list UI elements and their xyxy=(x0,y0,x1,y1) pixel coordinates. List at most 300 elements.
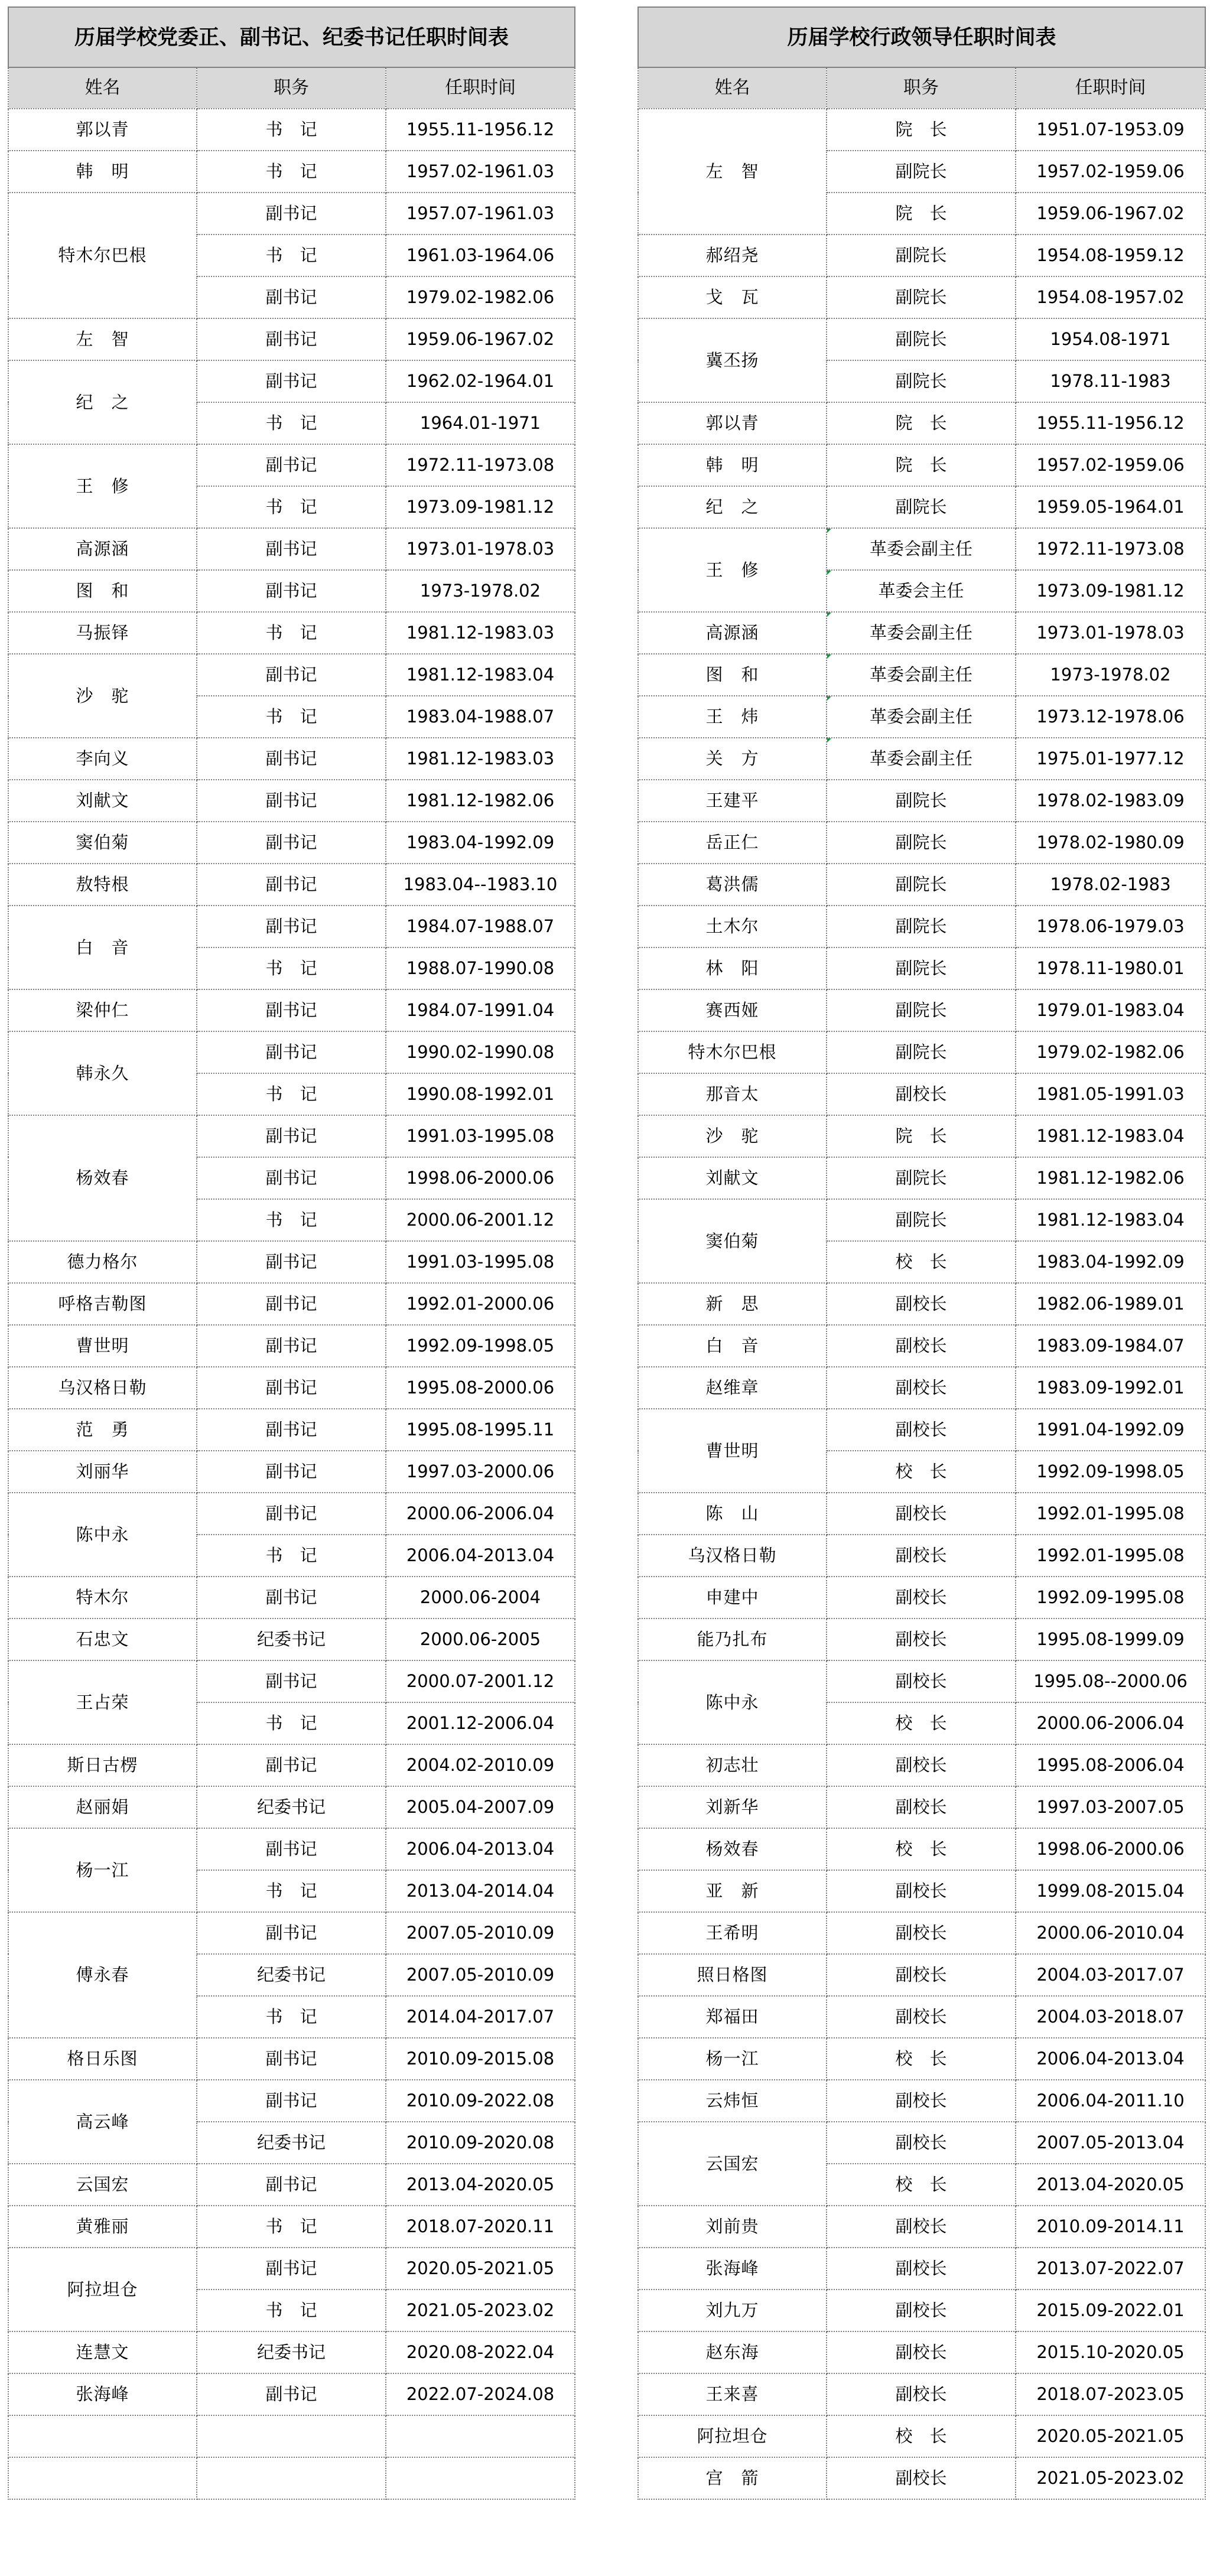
table-row xyxy=(638,989,1205,1031)
position-cell: 副院长 xyxy=(827,486,1016,528)
leader-name: 土木尔 xyxy=(638,906,827,947)
leader-name: 岳正仁 xyxy=(638,822,827,864)
position-cell: 副校长 xyxy=(827,1577,1016,1618)
term-cell: 2014.04-2017.07 xyxy=(386,1996,575,2038)
term-cell: 2004.03-2017.07 xyxy=(1016,1954,1205,1996)
position-cell: 纪委书记 xyxy=(197,2122,386,2164)
leader-name: 范 勇 xyxy=(8,1409,197,1451)
position-cell: 副校长 xyxy=(827,1073,1016,1115)
term-cell: 1955.11-1956.12 xyxy=(386,109,575,151)
position-cell: 副院长 xyxy=(827,906,1016,947)
leader-name: 格日乐图 xyxy=(8,2038,197,2080)
term-cell: 1990.08-1992.01 xyxy=(386,1073,575,1115)
table-row xyxy=(638,947,1205,989)
term-cell: 2006.04-2011.10 xyxy=(1016,2080,1205,2122)
term-cell: 2000.06-2010.04 xyxy=(1016,1912,1205,1954)
table-row xyxy=(638,1870,1205,1912)
position-cell: 书 记 xyxy=(197,235,386,276)
leader-name: 王占荣 xyxy=(8,1660,197,1744)
leader-name: 赵维章 xyxy=(638,1367,827,1409)
term-cell: 1983.04-1992.09 xyxy=(386,822,575,864)
table-row xyxy=(8,1786,575,1828)
table-row xyxy=(8,1660,575,1702)
leader-name: 韩永久 xyxy=(8,1031,197,1115)
term-cell: 1992.09-1998.05 xyxy=(386,1325,575,1367)
admin-header-name: 姓名 xyxy=(638,67,827,109)
table-row xyxy=(8,2206,575,2248)
leader-name: 郭以青 xyxy=(638,402,827,444)
term-cell: 1981.12-1983.04 xyxy=(1016,1115,1205,1157)
position-cell: 革委会副主任 xyxy=(827,612,1016,654)
term-cell: 2007.05-2010.09 xyxy=(386,1954,575,1996)
position-cell: 副书记 xyxy=(197,1241,386,1283)
leader-name: 王 炜 xyxy=(638,696,827,738)
term-cell: 1954.08-1959.12 xyxy=(1016,235,1205,276)
term-cell: 2018.07-2023.05 xyxy=(1016,2373,1205,2415)
leader-name: 宫 箭 xyxy=(638,2457,827,2499)
table-row xyxy=(8,570,575,612)
position-cell: 纪委书记 xyxy=(197,2331,386,2373)
table-row xyxy=(638,486,1205,528)
table-row xyxy=(638,1409,1205,1451)
position-cell: 院 长 xyxy=(827,193,1016,235)
table-row xyxy=(638,1744,1205,1786)
table-row xyxy=(638,1283,1205,1325)
party-table-body xyxy=(8,109,575,2499)
position-cell: 副校长 xyxy=(827,2373,1016,2415)
term-cell: 1979.01-1983.04 xyxy=(1016,989,1205,1031)
term-cell: 2004.03-2018.07 xyxy=(1016,1996,1205,2038)
term-cell: 1972.11-1973.08 xyxy=(386,444,575,486)
cell-comment-marker xyxy=(827,613,831,617)
table-row xyxy=(638,906,1205,947)
table-row xyxy=(8,2038,575,2080)
position-cell: 副书记 xyxy=(197,2164,386,2206)
leader-name: 云国宏 xyxy=(8,2164,197,2206)
leader-name: 郝绍尧 xyxy=(638,235,827,276)
position-cell: 副校长 xyxy=(827,1493,1016,1535)
position-cell: 副院长 xyxy=(827,864,1016,906)
term-cell: 2013.07-2022.07 xyxy=(1016,2248,1205,2290)
leader-name: 云炜恒 xyxy=(638,2080,827,2122)
leader-name: 马振铎 xyxy=(8,612,197,654)
term-cell: 1984.07-1988.07 xyxy=(386,906,575,947)
admin-header-term: 任职时间 xyxy=(1016,67,1205,109)
position-cell: 书 记 xyxy=(197,486,386,528)
admin-header-role: 职务 xyxy=(827,67,1016,109)
table-row xyxy=(638,654,1205,696)
leader-name: 阿拉坦仓 xyxy=(638,2415,827,2457)
term-cell: 1997.03-2000.06 xyxy=(386,1451,575,1493)
table-row xyxy=(638,2080,1205,2122)
position-cell: 副校长 xyxy=(827,1870,1016,1912)
position-cell: 院 长 xyxy=(827,402,1016,444)
table-row xyxy=(8,2080,575,2122)
position-cell: 副书记 xyxy=(197,1912,386,1954)
empty-row xyxy=(8,2457,575,2499)
term-cell: 1972.11-1973.08 xyxy=(1016,528,1205,570)
table-row xyxy=(638,1493,1205,1535)
position-cell: 副院长 xyxy=(827,151,1016,193)
position-cell: 革委会副主任 xyxy=(827,738,1016,780)
table-row xyxy=(8,2373,575,2415)
cell-comment-marker xyxy=(827,654,831,659)
table-row xyxy=(638,2038,1205,2080)
table-row xyxy=(638,2331,1205,2373)
term-cell: 2020.05-2021.05 xyxy=(1016,2415,1205,2457)
position-cell: 副校长 xyxy=(827,1535,1016,1577)
position-cell: 副校长 xyxy=(827,2206,1016,2248)
term-cell: 1978.11-1983 xyxy=(1016,360,1205,402)
position-cell: 副书记 xyxy=(197,444,386,486)
leader-name: 黄雅丽 xyxy=(8,2206,197,2248)
term-cell: 1962.02-1964.01 xyxy=(386,360,575,402)
leader-name: 连慧文 xyxy=(8,2331,197,2373)
table-row xyxy=(638,2206,1205,2248)
position-cell: 副院长 xyxy=(827,318,1016,360)
term-cell: 1984.07-1991.04 xyxy=(386,989,575,1031)
term-cell: 1981.12-1983.03 xyxy=(386,612,575,654)
term-cell: 2020.05-2021.05 xyxy=(386,2248,575,2290)
term-cell: 1992.01-1995.08 xyxy=(1016,1493,1205,1535)
leader-name: 德力格尔 xyxy=(8,1241,197,1283)
leader-name: 陈中永 xyxy=(8,1493,197,1577)
term-cell: 2015.10-2020.05 xyxy=(1016,2331,1205,2373)
term-cell: 1973.09-1981.12 xyxy=(1016,570,1205,612)
position-cell: 书 记 xyxy=(197,1199,386,1241)
position-cell: 院 长 xyxy=(827,444,1016,486)
position-cell: 副院长 xyxy=(827,989,1016,1031)
position-cell: 副书记 xyxy=(197,1283,386,1325)
table-row xyxy=(638,780,1205,822)
term-cell: 1964.01-1971 xyxy=(386,402,575,444)
table-row xyxy=(8,151,575,193)
position-cell: 副书记 xyxy=(197,528,386,570)
position-cell: 副书记 xyxy=(197,822,386,864)
position-cell: 副书记 xyxy=(197,2038,386,2080)
leader-name: 林 阳 xyxy=(638,947,827,989)
table-row xyxy=(638,2248,1205,2290)
position-cell: 副校长 xyxy=(827,1912,1016,1954)
leader-name: 乌汉格日勒 xyxy=(638,1535,827,1577)
leader-name: 特木尔 xyxy=(8,1577,197,1618)
table-row xyxy=(8,1744,575,1786)
term-cell: 1992.01-1995.08 xyxy=(1016,1535,1205,1577)
leader-name: 葛洪儒 xyxy=(638,864,827,906)
table-row xyxy=(638,1199,1205,1241)
table-row xyxy=(638,109,1205,151)
term-cell: 2000.06-2004 xyxy=(386,1577,575,1618)
term-cell: 1982.06-1989.01 xyxy=(1016,1283,1205,1325)
term-cell: 1995.08-1999.09 xyxy=(1016,1618,1205,1660)
term-cell: 2022.07-2024.08 xyxy=(386,2373,575,2415)
leader-name: 刘献文 xyxy=(638,1157,827,1199)
table-row xyxy=(638,1786,1205,1828)
leader-name: 杨效春 xyxy=(8,1115,197,1241)
party-table-title: 历届学校党委正、副书记、纪委书记任职时间表 xyxy=(8,7,575,67)
term-cell: 1979.02-1982.06 xyxy=(386,276,575,318)
position-cell: 副书记 xyxy=(197,2080,386,2122)
empty-row xyxy=(8,2415,575,2457)
term-cell: 2013.04-2020.05 xyxy=(1016,2164,1205,2206)
table-row xyxy=(8,1618,575,1660)
leader-name: 左 智 xyxy=(638,109,827,235)
admin-table-title: 历届学校行政领导任职时间表 xyxy=(638,7,1205,67)
position-cell: 副书记 xyxy=(197,989,386,1031)
position-cell: 副书记 xyxy=(197,1744,386,1786)
position-cell: 副书记 xyxy=(197,1325,386,1367)
table-row xyxy=(8,989,575,1031)
position-cell: 副书记 xyxy=(197,1409,386,1451)
term-cell: 1973.01-1978.03 xyxy=(386,528,575,570)
term-cell: 2013.04-2020.05 xyxy=(386,2164,575,2206)
term-cell: 2005.04-2007.09 xyxy=(386,1786,575,1828)
position-cell: 副书记 xyxy=(197,1577,386,1618)
cell-comment-marker xyxy=(827,571,831,575)
leader-name: 申建中 xyxy=(638,1577,827,1618)
position-cell: 书 记 xyxy=(197,151,386,193)
table-row xyxy=(8,2331,575,2373)
term-cell: 1981.12-1983.04 xyxy=(1016,1199,1205,1241)
term-cell: 1981.12-1983.04 xyxy=(386,654,575,696)
leader-name: 窦伯菊 xyxy=(638,1199,827,1283)
position-cell: 革委会副主任 xyxy=(827,528,1016,570)
term-cell: 1961.03-1964.06 xyxy=(386,235,575,276)
table-row xyxy=(638,1325,1205,1367)
position-cell: 副书记 xyxy=(197,360,386,402)
leader-name: 图 和 xyxy=(638,654,827,696)
table-row xyxy=(8,1828,575,1870)
leader-name: 左 智 xyxy=(8,318,197,360)
leader-name: 亚 新 xyxy=(638,1870,827,1912)
term-cell: 2021.05-2023.02 xyxy=(386,2290,575,2331)
leader-name: 冀丕扬 xyxy=(638,318,827,402)
position-cell: 副院长 xyxy=(827,1199,1016,1241)
empty-cell xyxy=(8,2415,197,2457)
table-row xyxy=(8,1409,575,1451)
leader-name: 高源涵 xyxy=(8,528,197,570)
position-cell: 副校长 xyxy=(827,1744,1016,1786)
leader-name: 赛西娅 xyxy=(638,989,827,1031)
leader-name: 杨一江 xyxy=(8,1828,197,1912)
term-cell: 1957.02-1959.06 xyxy=(1016,151,1205,193)
leader-name: 高云峰 xyxy=(8,2080,197,2164)
empty-cell xyxy=(386,2457,575,2499)
position-cell: 书 记 xyxy=(197,1073,386,1115)
position-cell: 副院长 xyxy=(827,360,1016,402)
table-row xyxy=(638,2122,1205,2164)
position-cell: 副校长 xyxy=(827,2122,1016,2164)
term-cell: 2006.04-2013.04 xyxy=(386,1828,575,1870)
leader-name: 沙 驼 xyxy=(8,654,197,738)
table-row xyxy=(8,1912,575,1954)
position-cell: 书 记 xyxy=(197,696,386,738)
table-row xyxy=(8,528,575,570)
term-cell: 2000.06-2006.04 xyxy=(386,1493,575,1535)
term-cell: 1978.02-1983 xyxy=(1016,864,1205,906)
leader-name: 特木尔巴根 xyxy=(638,1031,827,1073)
table-row xyxy=(8,109,575,151)
position-cell: 副院长 xyxy=(827,1031,1016,1073)
term-cell: 1990.02-1990.08 xyxy=(386,1031,575,1073)
term-cell: 1979.02-1982.06 xyxy=(1016,1031,1205,1073)
position-cell: 副院长 xyxy=(827,822,1016,864)
position-cell: 书 记 xyxy=(197,1870,386,1912)
term-cell: 1998.06-2000.06 xyxy=(1016,1828,1205,1870)
party-leaders-table xyxy=(8,6,575,2500)
position-cell: 校 长 xyxy=(827,1241,1016,1283)
leader-name: 云国宏 xyxy=(638,2122,827,2206)
cell-comment-marker xyxy=(827,738,831,742)
term-cell: 2010.09-2022.08 xyxy=(386,2080,575,2122)
leader-name: 初志壮 xyxy=(638,1744,827,1786)
position-cell: 革委会副主任 xyxy=(827,696,1016,738)
position-cell: 副书记 xyxy=(197,570,386,612)
table-row xyxy=(638,1115,1205,1157)
table-row xyxy=(638,1996,1205,2038)
term-cell: 1957.02-1959.06 xyxy=(1016,444,1205,486)
leader-name: 梁仲仁 xyxy=(8,989,197,1031)
position-cell: 副书记 xyxy=(197,1115,386,1157)
term-cell: 1955.11-1956.12 xyxy=(1016,402,1205,444)
position-cell: 副院长 xyxy=(827,1157,1016,1199)
leader-name: 特木尔巴根 xyxy=(8,193,197,318)
term-cell: 2000.07-2001.12 xyxy=(386,1660,575,1702)
term-cell: 1978.02-1983.09 xyxy=(1016,780,1205,822)
table-row xyxy=(638,318,1205,360)
table-row xyxy=(8,864,575,906)
term-cell: 1973-1978.02 xyxy=(1016,654,1205,696)
table-row xyxy=(638,2373,1205,2415)
position-cell: 副校长 xyxy=(827,1283,1016,1325)
table-row xyxy=(8,1367,575,1409)
term-cell: 2021.05-2023.02 xyxy=(1016,2457,1205,2499)
table-row xyxy=(638,2457,1205,2499)
leader-name: 刘丽华 xyxy=(8,1451,197,1493)
position-cell: 副书记 xyxy=(197,2248,386,2290)
position-cell: 副院长 xyxy=(827,947,1016,989)
table-row xyxy=(8,1115,575,1157)
leader-name: 杨一江 xyxy=(638,2038,827,2080)
position-cell: 副校长 xyxy=(827,1954,1016,1996)
position-cell: 副书记 xyxy=(197,654,386,696)
term-cell: 1981.05-1991.03 xyxy=(1016,1073,1205,1115)
leader-name: 赵丽娟 xyxy=(8,1786,197,1828)
table-row xyxy=(638,696,1205,738)
term-cell: 1997.03-2007.05 xyxy=(1016,1786,1205,1828)
empty-cell xyxy=(197,2457,386,2499)
term-cell: 1983.04-1992.09 xyxy=(1016,1241,1205,1283)
position-cell: 校 长 xyxy=(827,1451,1016,1493)
table-row xyxy=(8,1325,575,1367)
position-cell: 纪委书记 xyxy=(197,1786,386,1828)
term-cell: 1991.03-1995.08 xyxy=(386,1241,575,1283)
leader-name: 杨效春 xyxy=(638,1828,827,1870)
table-row xyxy=(638,1618,1205,1660)
position-cell: 书 记 xyxy=(197,1535,386,1577)
term-cell: 2007.05-2013.04 xyxy=(1016,2122,1205,2164)
table-row xyxy=(8,822,575,864)
position-cell: 校 长 xyxy=(827,1702,1016,1744)
term-cell: 1954.08-1957.02 xyxy=(1016,276,1205,318)
position-cell: 副院长 xyxy=(827,235,1016,276)
position-cell: 书 记 xyxy=(197,402,386,444)
position-cell: 校 长 xyxy=(827,2415,1016,2457)
term-cell: 2015.09-2022.01 xyxy=(1016,2290,1205,2331)
term-cell: 1978.02-1980.09 xyxy=(1016,822,1205,864)
position-cell: 院 长 xyxy=(827,1115,1016,1157)
position-cell: 副书记 xyxy=(197,193,386,235)
term-cell: 2000.06-2006.04 xyxy=(1016,1702,1205,1744)
leader-name: 照日格图 xyxy=(638,1954,827,1996)
position-cell: 副校长 xyxy=(827,2290,1016,2331)
table-row xyxy=(638,444,1205,486)
position-cell: 副校长 xyxy=(827,1786,1016,1828)
position-cell: 书 记 xyxy=(197,612,386,654)
position-cell: 革委会主任 xyxy=(827,570,1016,612)
table-row xyxy=(638,612,1205,654)
table-row xyxy=(8,2248,575,2290)
position-cell: 书 记 xyxy=(197,2206,386,2248)
table-row xyxy=(8,2164,575,2206)
leader-name: 李向义 xyxy=(8,738,197,780)
term-cell: 1954.08-1971 xyxy=(1016,318,1205,360)
term-cell: 2000.06-2001.12 xyxy=(386,1199,575,1241)
position-cell: 副书记 xyxy=(197,1367,386,1409)
position-cell: 纪委书记 xyxy=(197,1954,386,1996)
term-cell: 2020.08-2022.04 xyxy=(386,2331,575,2373)
leader-name: 陈 山 xyxy=(638,1493,827,1535)
leader-name: 窦伯菊 xyxy=(8,822,197,864)
term-cell: 1957.02-1961.03 xyxy=(386,151,575,193)
term-cell: 1983.09-1984.07 xyxy=(1016,1325,1205,1367)
position-cell: 书 记 xyxy=(197,2290,386,2331)
table-row xyxy=(8,193,575,235)
term-cell: 2004.02-2010.09 xyxy=(386,1744,575,1786)
term-cell: 1959.06-1967.02 xyxy=(386,318,575,360)
position-cell: 副校长 xyxy=(827,1367,1016,1409)
empty-cell xyxy=(197,2415,386,2457)
position-cell: 副书记 xyxy=(197,1031,386,1073)
table-row xyxy=(638,1367,1205,1409)
leader-name: 白 音 xyxy=(638,1325,827,1367)
term-cell: 2001.12-2006.04 xyxy=(386,1702,575,1744)
leader-name: 王希明 xyxy=(638,1912,827,1954)
position-cell: 革委会副主任 xyxy=(827,654,1016,696)
term-cell: 2013.04-2014.04 xyxy=(386,1870,575,1912)
position-cell: 院 长 xyxy=(827,109,1016,151)
term-cell: 2006.04-2013.04 xyxy=(386,1535,575,1577)
term-cell: 1999.08-2015.04 xyxy=(1016,1870,1205,1912)
table-row xyxy=(8,444,575,486)
leader-name: 陈中永 xyxy=(638,1660,827,1744)
leader-name: 赵东海 xyxy=(638,2331,827,2373)
table-row xyxy=(8,1577,575,1618)
leader-name: 能乃扎布 xyxy=(638,1618,827,1660)
leader-name: 阿拉坦仓 xyxy=(8,2248,197,2331)
term-cell: 1991.03-1995.08 xyxy=(386,1115,575,1157)
table-row xyxy=(638,276,1205,318)
term-cell: 1951.07-1953.09 xyxy=(1016,109,1205,151)
table-row xyxy=(638,864,1205,906)
leader-name: 纪 之 xyxy=(8,360,197,444)
leader-name: 刘九万 xyxy=(638,2290,827,2331)
term-cell: 1973.01-1978.03 xyxy=(1016,612,1205,654)
leader-name: 王 修 xyxy=(638,528,827,612)
leader-name: 王建平 xyxy=(638,780,827,822)
leader-name: 新 思 xyxy=(638,1283,827,1325)
table-row xyxy=(8,612,575,654)
